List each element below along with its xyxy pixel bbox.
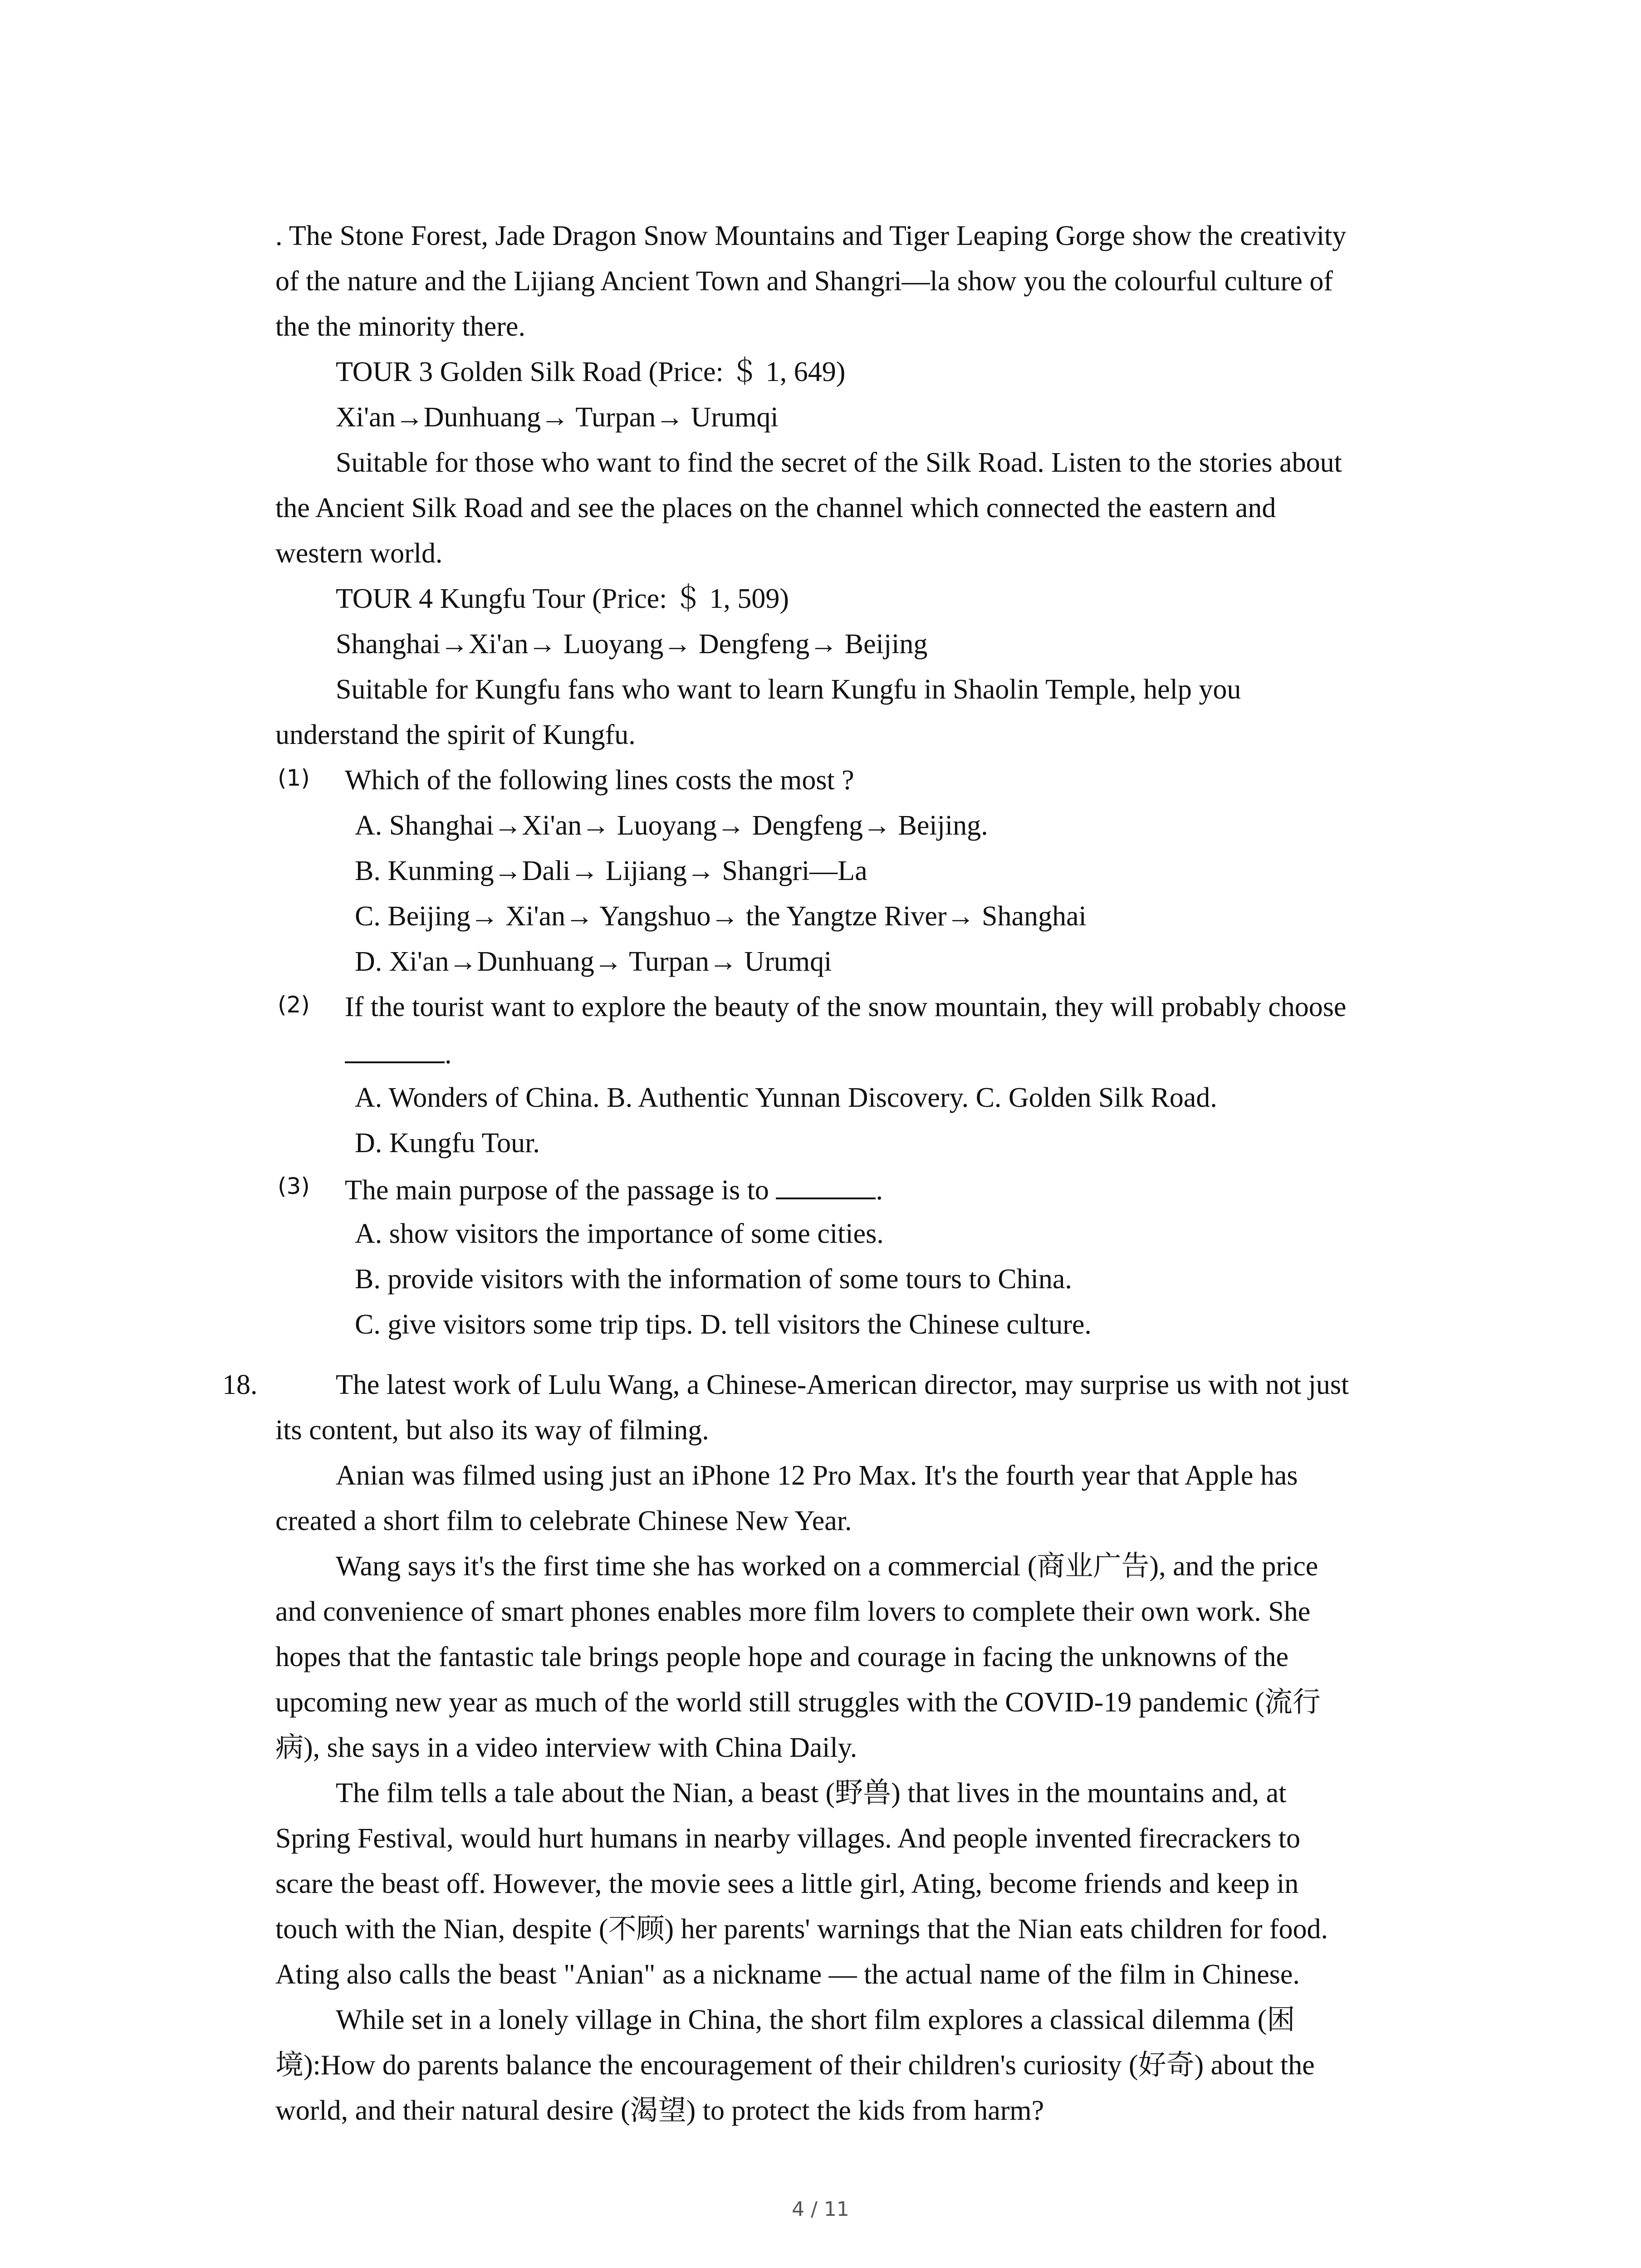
tour-3-title: TOUR 3 Golden Silk Road (Price: ＄ 1, 649)	[336, 357, 846, 387]
q18-line: While set in a lonely village in China, the short film explores a classical dilemma (困	[336, 2004, 1295, 2035]
answer-option: C. Beijing→ Xi'an→ Yangshuo→ the Yangtze River→ Shanghai	[355, 901, 1087, 932]
passage-line: Suitable for Kungfu fans who want to learn Kungfu in Shaolin Temple, help you	[336, 674, 1241, 705]
page-number: 4 / 11	[792, 2198, 849, 2221]
answer-option: A. Wonders of China. B. Authentic Yunnan Discovery. C. Golden Silk Road.	[355, 1082, 1217, 1113]
q18-line: world, and their natural desire (渴望) to protect the kids from harm?	[275, 2095, 1044, 2126]
question-number: (3)	[278, 1173, 310, 1199]
tour-4-route: Shanghai→Xi'an→ Luoyang→ Dengfeng→ Beijing	[336, 629, 928, 660]
answer-option: A. Shanghai→Xi'an→ Luoyang→ Dengfeng→ Beijing.	[355, 810, 988, 841]
q18-line: 病), she says in a video interview with China Daily.	[275, 1732, 857, 1763]
q18-line: Wang says it's the first time she has worked on a commercial (商业广告), and the price	[336, 1551, 1318, 1582]
blank-tail: .	[445, 1039, 452, 1070]
q18-line: touch with the Nian, despite (不顾) her parents' warnings that the Nian eats children for food.	[275, 1914, 1328, 1945]
answer-option: A. show visitors the importance of some cities.	[355, 1218, 884, 1249]
question-stem	[345, 1166, 883, 1213]
q18-line: Anian was filmed using just an iPhone 12 Pro Max. It's the fourth year that Apple has	[336, 1460, 1298, 1491]
blank-line	[345, 1030, 445, 1063]
q18-line: its content, but also its way of filming.	[275, 1415, 709, 1446]
passage-line: . The Stone Forest, Jade Dragon Snow Mountains and Tiger Leaping Gorge show the creativity	[275, 220, 1347, 251]
question-18-number: 18.	[222, 1369, 258, 1400]
stem-text: The main purpose of the passage is to	[345, 1175, 769, 1206]
q18-line: Spring Festival, would hurt humans in nearby villages. And people invented firecrackers to	[275, 1823, 1301, 1854]
answer-option: D. Kungfu Tour.	[355, 1128, 540, 1158]
q18-line: Ating also calls the beast "Anian" as a nickname — the actual name of the film in Chinese.	[275, 1959, 1300, 1990]
question-number: (2)	[278, 992, 310, 1018]
q18-line: created a short film to celebrate Chinese New Year.	[275, 1505, 852, 1536]
q18-line: 境):How do parents balance the encouragement of their children's curiosity (好奇) about the	[275, 2050, 1315, 2081]
blank-tail: .	[876, 1175, 883, 1206]
q18-line: hopes that the fantastic tale brings people hope and courage in facing the unknowns of the	[275, 1642, 1289, 1672]
blank-line	[776, 1166, 876, 1199]
q18-line: The latest work of Lulu Wang, a Chinese-American director, may surprise us with not just	[336, 1369, 1349, 1400]
tour-4-title: TOUR 4 Kungfu Tour (Price: ＄ 1, 509)	[336, 583, 789, 614]
question-stem: Which of the following lines costs the most ?	[345, 765, 854, 796]
q18-line: upcoming new year as much of the world still struggles with the COVID-19 pandemic (流行	[275, 1687, 1321, 1718]
answer-option: C. give visitors some trip tips. D. tell visitors the Chinese culture.	[355, 1309, 1092, 1340]
passage-line: understand the spirit of Kungfu.	[275, 719, 636, 750]
question-number: (1)	[278, 765, 310, 791]
answer-option: B. Kunming→Dali→ Lijiang→ Shangri—La	[355, 855, 867, 886]
passage-line: of the nature and the Lijiang Ancient Town and Shangri—la show you the colourful culture of	[275, 266, 1333, 297]
question-stem: If the tourist want to explore the beauty of the snow mountain, they will probably choose	[345, 992, 1347, 1022]
q18-line: The film tells a tale about the Nian, a beast (野兽) that lives in the mountains and, at	[336, 1778, 1287, 1809]
answer-option: D. Xi'an→Dunhuang→ Turpan→ Urumqi	[355, 946, 832, 977]
q18-line: scare the beast off. However, the movie sees a little girl, Ating, become friends and keep in	[275, 1868, 1299, 1899]
answer-blank	[345, 1030, 452, 1077]
q18-line: and convenience of smart phones enables more film lovers to complete their own work. She	[275, 1596, 1311, 1627]
answer-option: B. provide visitors with the information of some tours to China.	[355, 1264, 1072, 1295]
passage-line: the the minority there.	[275, 311, 525, 342]
passage-line: the Ancient Silk Road and see the places on the channel which connected the eastern and	[275, 493, 1276, 523]
passage-line: western world.	[275, 538, 443, 569]
passage-line: Suitable for those who want to find the secret of the Silk Road. Listen to the stories about	[336, 447, 1342, 478]
tour-3-route: Xi'an→Dunhuang→ Turpan→ Urumqi	[336, 402, 779, 433]
